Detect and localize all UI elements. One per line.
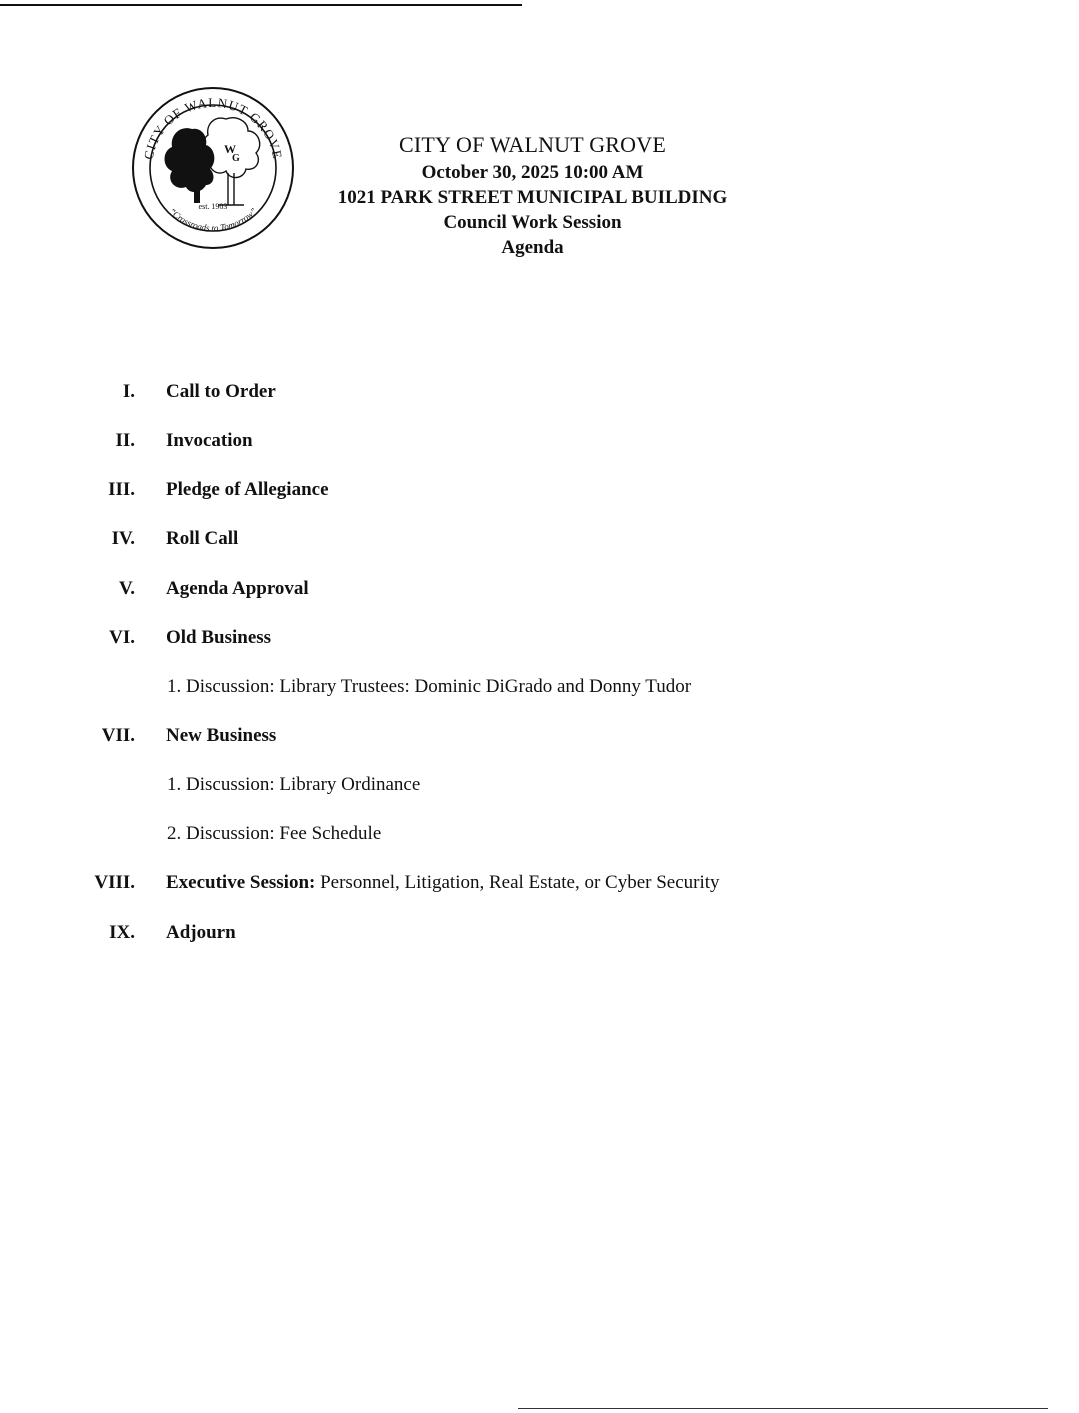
agenda-subitem: 2. Discussion: Fee Schedule: [167, 823, 382, 844]
agenda-subitem: 1. Discussion: Library Ordinance: [167, 774, 421, 795]
agenda-item: [0, 528, 1079, 554]
scan-edge-bottom: [518, 1408, 1048, 1409]
agenda-item: [0, 430, 1079, 456]
agenda-item-numeral: II.: [115, 430, 135, 451]
city-name: CITY OF WALNUT GROVE: [399, 132, 666, 157]
seal-motto: “Crossroads to Tomorrow”: [167, 205, 259, 234]
agenda-item-title: New Business: [166, 725, 277, 746]
agenda-header: [280, 130, 785, 260]
agenda-item-title: Pledge of Allegiance: [166, 479, 329, 500]
seal-established: est. 1903: [198, 202, 228, 211]
seal-ring-text: CITY OF WALNUT GROVE: [140, 94, 286, 161]
scan-edge-top: [0, 4, 522, 6]
agenda-item: [0, 381, 1079, 407]
document-type: Agenda: [501, 237, 564, 258]
agenda-item-title: [166, 872, 720, 894]
seal-monogram-w: W: [224, 142, 236, 156]
agenda-item-title: Agenda Approval: [166, 578, 309, 599]
agenda-item: [0, 872, 1079, 898]
agenda-subitem: 1. Discussion: Library Trustees: Dominic DiGrado and Donny Tudor: [167, 676, 692, 697]
agenda-item-title: Adjourn: [166, 922, 236, 943]
agenda-item-numeral: VIII.: [94, 872, 135, 893]
meeting-datetime: October 30, 2025 10:00 AM: [421, 162, 644, 183]
agenda-item-numeral: VII.: [101, 725, 135, 746]
agenda-item-numeral: IV.: [111, 528, 135, 549]
agenda-item: [0, 627, 1079, 653]
agenda-item: [0, 922, 1079, 948]
agenda-item-numeral: I.: [122, 381, 135, 402]
agenda-item-numeral: III.: [108, 479, 135, 500]
agenda-item-title: Call to Order: [166, 381, 276, 402]
svg-text:CITY OF WALNUT GROVE: [141, 95, 286, 161]
seal-monogram-g: G: [232, 153, 240, 164]
agenda-item-title: Roll Call: [166, 528, 239, 549]
agenda-item-title: Old Business: [166, 627, 272, 648]
meeting-type: Council Work Session: [443, 212, 622, 233]
city-seal-logo: [130, 85, 296, 251]
agenda-item-description: Personnel, Litigation, Real Estate, or Cyber Security: [315, 872, 720, 893]
agenda-item-title-text: Executive Session:: [166, 872, 316, 893]
agenda-item: [0, 578, 1079, 604]
agenda-item: [0, 725, 1079, 751]
tree-dark-icon: [165, 128, 215, 203]
agenda-item-numeral: V.: [118, 578, 135, 599]
agenda-item-numeral: VI.: [109, 627, 135, 648]
agenda-item: [0, 479, 1079, 505]
agenda-item-numeral: IX.: [109, 922, 135, 943]
agenda-item-title: Invocation: [166, 430, 253, 451]
meeting-location: 1021 PARK STREET MUNICIPAL BUILDING: [337, 187, 728, 208]
